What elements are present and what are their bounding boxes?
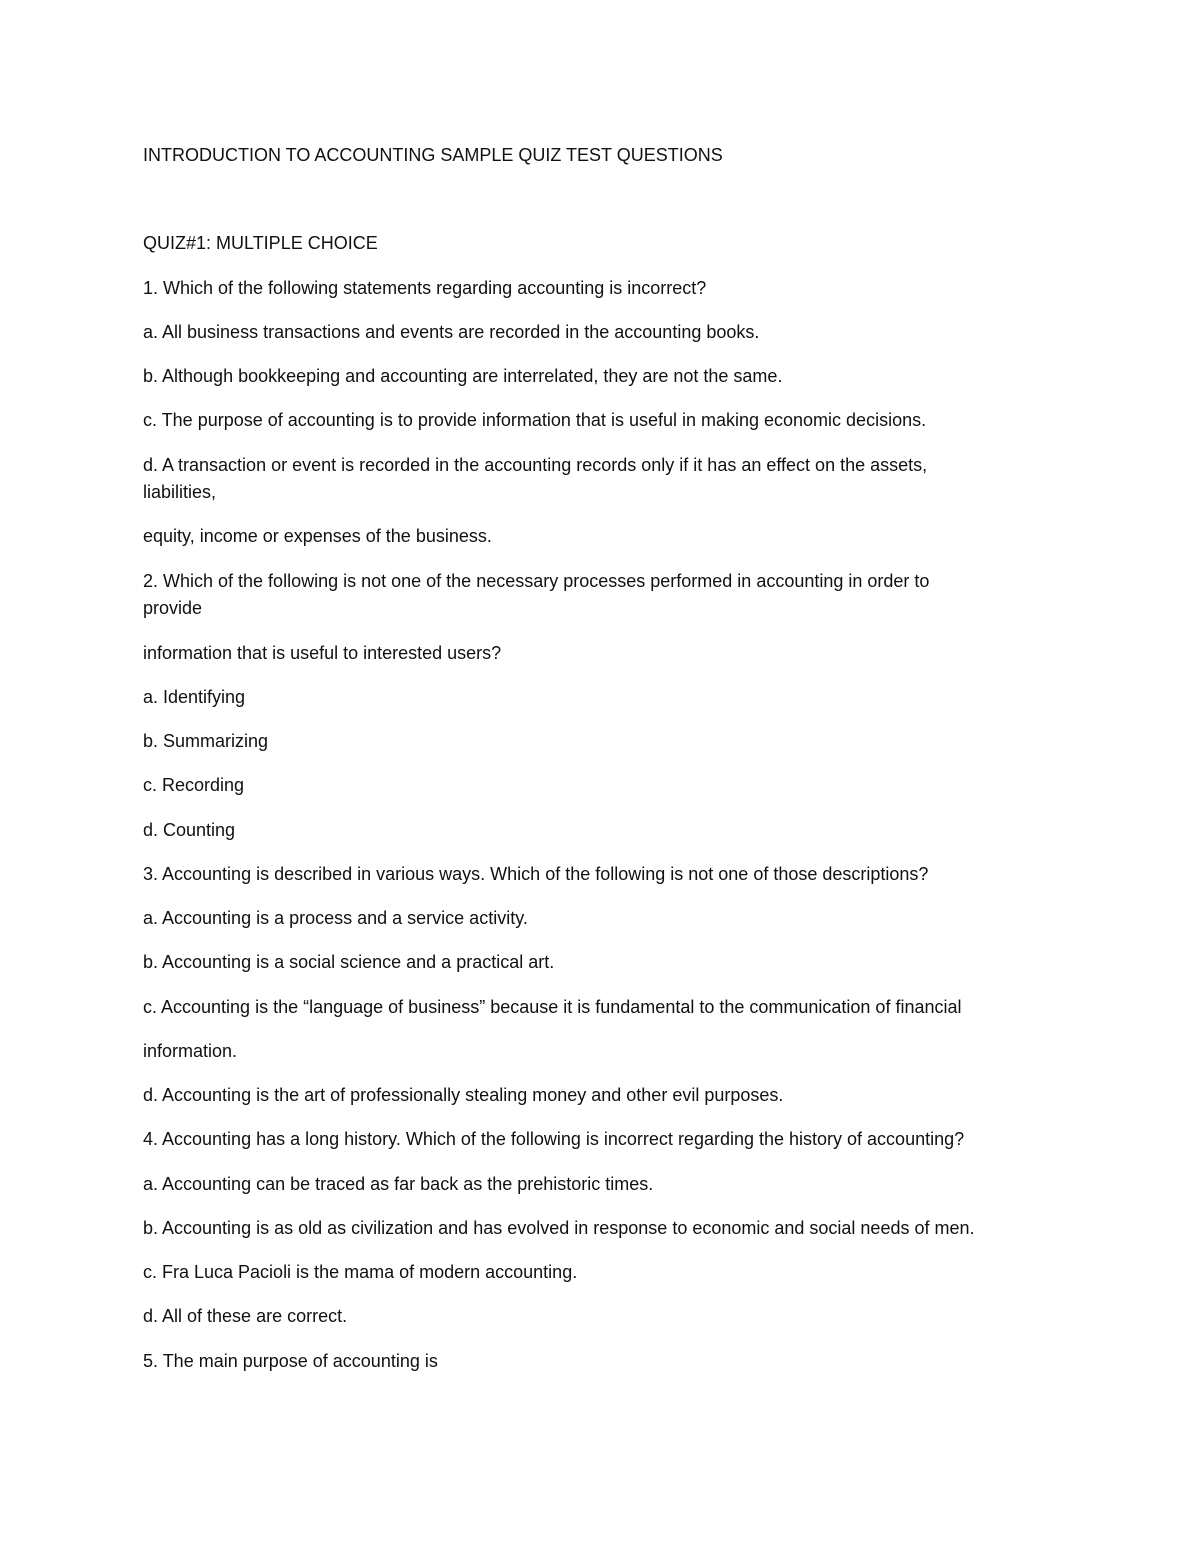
question-4-option-a: a. Accounting can be traced as far back as the prehistoric times.	[143, 1174, 654, 1194]
question-1-option-b: b. Although bookkeeping and accounting are interrelated, they are not the same.	[143, 366, 783, 386]
question-4-option-c: c. Fra Luca Pacioli is the mama of modern accounting.	[143, 1262, 578, 1282]
question-3-option-c-line-2: information.	[143, 1041, 238, 1061]
question-5: 5. The main purpose of accounting is	[143, 1351, 438, 1371]
question-3-option-a: a. Accounting is a process and a service activity.	[143, 908, 528, 928]
question-1-option-a: a. All business transactions and events are recorded in the accounting books.	[143, 322, 760, 342]
question-1-option-c: c. The purpose of accounting is to provide information that is useful in making economic decisions.	[143, 410, 927, 430]
question-3-option-c-line-1: c. Accounting is the “language of business” because it is fundamental to the communication of financial	[143, 997, 962, 1017]
question-2-option-a: a. Identifying	[143, 687, 246, 707]
question-2-option-b: b. Summarizing	[143, 731, 269, 751]
question-3-option-b: b. Accounting is a social science and a practical art.	[143, 952, 555, 972]
question-3-option-d: d. Accounting is the art of professionally stealing money and other evil purposes.	[143, 1085, 784, 1105]
question-1-option-d-line-2: liabilities,	[143, 482, 217, 502]
question-2-line-2: provide	[143, 598, 203, 618]
question-2-line-3: information that is useful to interested users?	[143, 643, 502, 663]
question-3: 3. Accounting is described in various ways. Which of the following is not one of those descriptions?	[143, 864, 929, 884]
question-4-option-d: d. All of these are correct.	[143, 1306, 348, 1326]
question-4-option-b: b. Accounting is as old as civilization and has evolved in response to economic and social needs of men.	[143, 1218, 975, 1238]
question-2-line-1: 2. Which of the following is not one of the necessary processes performed in accounting in order to	[143, 571, 930, 591]
question-1: 1. Which of the following statements regarding accounting is incorrect?	[143, 278, 707, 298]
question-4: 4. Accounting has a long history. Which of the following is incorrect regarding the history of accounting?	[143, 1129, 965, 1149]
section-heading: QUIZ#1: MULTIPLE CHOICE	[143, 233, 378, 253]
question-2-option-d: d. Counting	[143, 820, 236, 840]
question-2-option-c: c. Recording	[143, 775, 245, 795]
question-1-option-d-line-3: equity, income or expenses of the business.	[143, 526, 492, 546]
question-1-option-d-line-1: d. A transaction or event is recorded in the accounting records only if it has an effect on the assets,	[143, 455, 928, 475]
document-title: INTRODUCTION TO ACCOUNTING SAMPLE QUIZ TEST QUESTIONS	[143, 145, 723, 165]
